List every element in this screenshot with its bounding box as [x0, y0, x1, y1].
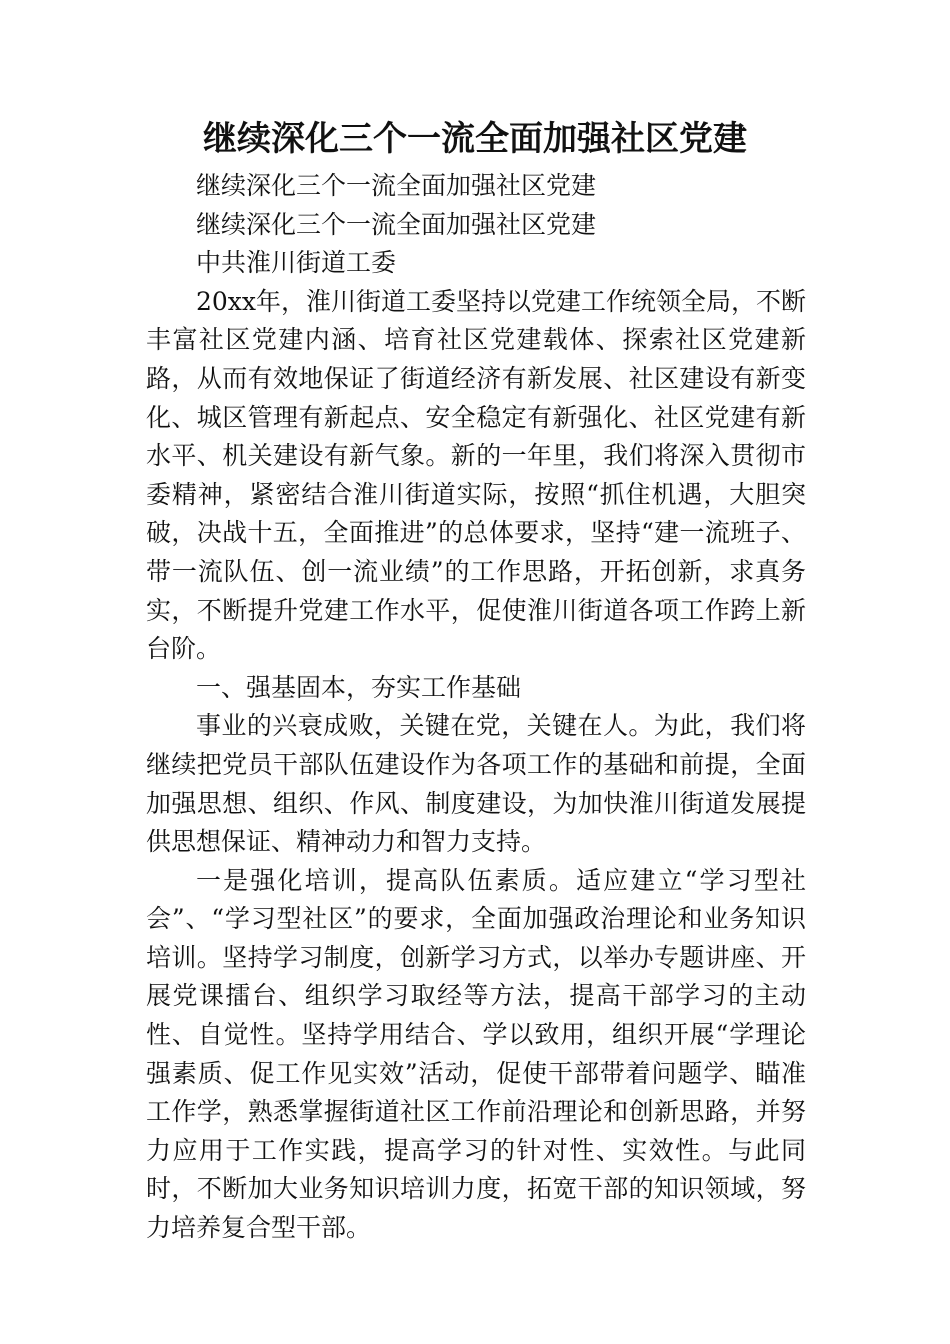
document-body	[146, 167, 806, 1248]
intro-paragraph: 20xx年，淮川街道工委坚持以党建工作统领全局，不断丰富社区党建内涵、培育社区党建载体、探索社区党建新路，从而有效地保证了街道经济有新发展、社区建设有新变化、城区管理有新起点、安全稳定有新强化、社区党建有新水平、机关建设有新气象。新的一年里，我们将深入贯彻市委精神，紧密结合淮川街道实际，按照“抓住机遇，大胆突破，决战十五，全面推进”的总体要求，坚持“建一流班子、带一流队伍、创一流业绩”的工作思路，开拓创新，求真务实，不断提升党建工作水平，促使淮川街道各项工作跨上新台阶。	[146, 286, 807, 664]
training-paragraph: 一是强化培训，提高队伍素质。适应建立“学习型社会”、“学习型社区”的要求，全面加强政治理论和业务知识培训。坚持学习制度，创新学习方式，以举办专题讲座、开展党课擂台、组织学习取经等方法，提高干部学习的主动性、自觉性。坚持学用结合、学以致用，组织开展“学理论强素质、促工作见实效”活动，促使干部带着问题学、瞄准工作学，熟悉掌握街道社区工作前沿理论和创新思路，并努力应用于工作实践，提高学习的针对性、实效性。与此同时，不断加大业务知识培训力度，拓宽干部的知识领域，努力培养复合型干部。	[146, 865, 806, 1243]
document-title: 继续深化三个一流全面加强社区党建	[203, 119, 747, 159]
repeated-title-line-2: 继续深化三个一流全面加强社区党建	[196, 209, 597, 239]
section-heading-1: 一、强基固本，夯实工作基础	[196, 672, 522, 702]
repeated-title-line-1: 继续深化三个一流全面加强社区党建	[196, 171, 597, 200]
section-1-paragraph: 事业的兴衰成败，关键在党，关键在人。为此，我们将继续把党员干部队伍建设作为各项工作的基础和前提，全面加强思想、组织、作风、制度建设，为加快淮川街道发展提供思想保证、精神动力和智力支持。	[146, 711, 806, 857]
author-line: 中共淮川街道工委	[196, 248, 397, 278]
